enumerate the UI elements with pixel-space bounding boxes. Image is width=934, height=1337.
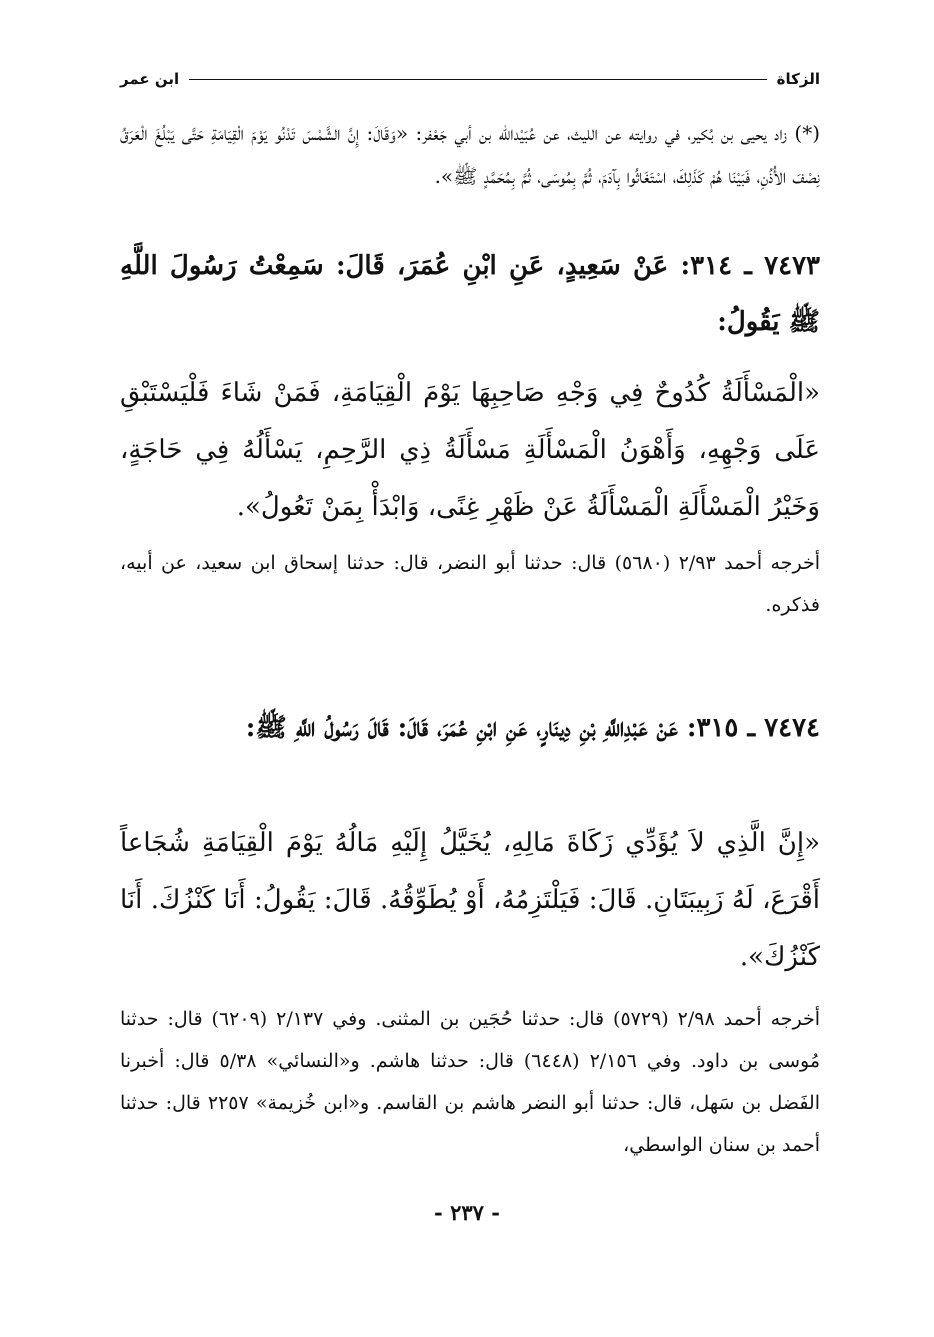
chapter-title: الزكاة (776, 70, 820, 88)
header-rule (189, 79, 767, 80)
hadith-heading: ٧٤٧٤ ـ ٣١٥: عَنْ عَبْدِاللَّهِ بْنِ دِينَارٍ، عَنِ ابْنِ عُمَرَ، قَالَ: قَالَ رَسُولُ اللَّهِ ﷺ: (245, 713, 820, 743)
hadith-text: «إِنَّ الَّذِي لاَ يُؤَدِّي زَكَاةَ مَالِهِ، يُخَيَّلُ إِلَيْهِ مَالُهُ يَوْمَ الْقِيَامَةِ شُجَاعاً أَقْرَعَ، لَهُ زَبِيبَتَانِ. قَالَ: فَيَلْتَزِمُهُ، أَوْ يُطَوِّقُهُ. قَالَ: يَقُولُ: أَنَا كَنْزُكَ. أَنَا كَنْزُكَ». (120, 828, 820, 972)
hadith-text: «الْمَسْأَلَةُ كُدُوحٌ فِي وَجْهِ صَاحِبِهَا يَوْمَ الْقِيَامَةِ، فَمَنْ شَاءَ فَلْيَسْتَبْقِ عَلَى وَجْهِهِ، وَأَهْوَنُ الْمَسْأَلَةِ مَسْأَلَةُ ذِي الرَّحِمِ، يَسْأَلُهُ فِي حَاجَةٍ، وَخَيْرُ الْمَسْأَلَةِ الْمَسْأَلَةُ عَنْ ظَهْرِ غِنًى، وَابْدَأْ بِمَنْ تَعُولُ». (120, 378, 820, 522)
page-number: - ٢٣٧ - (434, 1200, 500, 1225)
narrator-title: ابن عمر (120, 70, 180, 88)
hadith-heading: ٧٤٧٣ ـ ٣١٤: عَنْ سَعِيدٍ، عَنِ ابْنِ عُمَرَ، قَالَ: سَمِعْتُ رَسُولَ اللَّهِ ﷺ يَقُولُ: (120, 251, 820, 337)
takhrij-note: أخرجه أحمد ٢/٩٣ (٥٦٨٠) قال: حدثنا أبو النضر، قال: حدثنا إسحاق ابن سعيد، عن أبيه، فذكره. (120, 552, 820, 616)
takhrij-note: أخرجه أحمد ٢/٩٨ (٥٧٢٩) قال: حدثنا حُجَين بن المثنى. وفي ٢/١٣٧ (٦٢٠٩) قال: حدثنا مُوسى بن داود. وفي ٢/١٥٦ (٦٤٤٨) قال: حدثنا هاشم. و«النسائي» ٥/٣٨ قال: أخبرنا الفَضل بن سَهل، قال: حدثنا أبو النضر هاشم بن القاسم. و«ابن خُزيمة» ٢٢٥٧ قال: حدثنا أحمد بن سنان الواسطي، (120, 1008, 821, 1156)
footnote-addition: (*) زاد يحيى بن بُكير، في روايته عن الليث، عن عُبَيْدالله بن أبي جَعْفر: «وَقَالَ: إِنَّ الشَّمْسَ تَدْنُو يَوْمَ الْقِيَامَةِ حَتَّى يَبْلُغَ الْعَرَقُ نِصْفَ الأُذُنِ، فَبَيْنَا هُمْ كَذَلِكَ، اسْتَغَاثُوا بِآدَمَ، ثُمَّ بِمُوسَى، ثُمَّ بِمُحَمَّدٍ ﷺ». (120, 121, 820, 188)
running-header (120, 66, 820, 92)
